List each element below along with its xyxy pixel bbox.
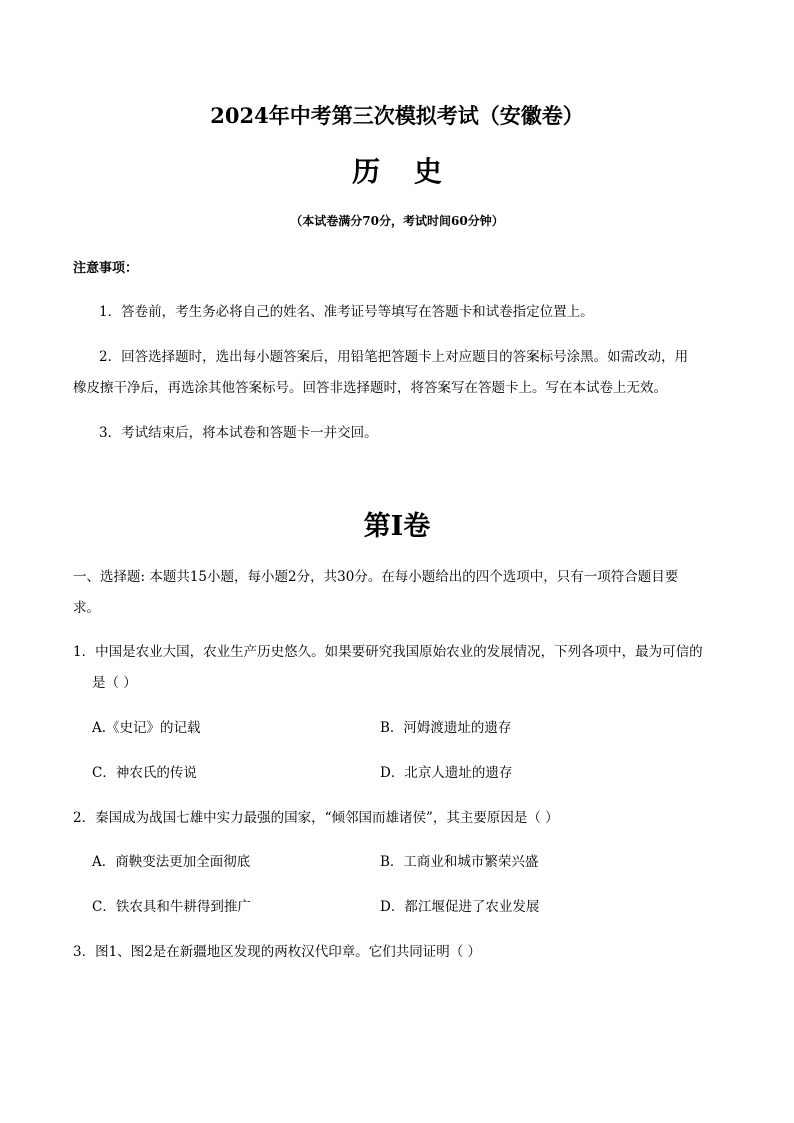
question-2-option-c: C．铁农具和牛耕得到推广 <box>92 899 251 915</box>
part-title: 第I卷 <box>363 511 431 542</box>
notice-item-1: 1．答卷前，考生务必将自己的姓名、准考证号等填写在答题卡和试卷指定位置上。 <box>99 304 594 320</box>
section-instructions: 一、选择题: 本题共15小题，每小题2分，共30分。在每小题给出的四个选项中，只有一项符合题目要 <box>73 569 679 585</box>
question-2-option-b: B．工商业和城市繁荣兴盛 <box>380 854 539 870</box>
question-1-option-d: D．北京人遗址的遗存 <box>380 765 513 781</box>
question-1-option-b: B．河姆渡遗址的遗存 <box>380 720 512 736</box>
question-1-stem-continued: 是（ ） <box>92 675 137 691</box>
subject-title: 历 史 <box>352 155 454 188</box>
question-2-option-d: D．都江堰促进了农业发展 <box>380 899 540 915</box>
question-1-stem: 1．中国是农业大国，农业生产历史悠久。如果要研究我国原始农业的发展情况，下列各项中，最为可信的 <box>73 644 703 660</box>
question-2-stem: 2．秦国成为战国七雄中实力最强的国家，“倾邻国而雄诸侯”，其主要原因是（ ） <box>73 810 559 826</box>
notice-item-2-continued: 橡皮擦干净后，再选涂其他答案标号。回答非选择题时，将答案写在答题卡上。写在本试卷上无效。 <box>73 380 667 396</box>
exam-title: 2024年中考第三次模拟考试（安徽卷） <box>210 103 584 128</box>
section-instructions-continued: 求。 <box>73 600 100 616</box>
notice-item-3: 3．考试结束后，将本试卷和答题卡一并交回。 <box>99 425 378 441</box>
exam-info: （本试卷满分70分，考试时间60分钟） <box>290 214 504 228</box>
question-2-option-a: A．商鞅变法更加全面彻底 <box>92 854 251 870</box>
question-3-stem: 3．图1、图2是在新疆地区发现的两枚汉代印章。它们共同证明（ ） <box>73 944 482 960</box>
notice-item-2: 2．回答选择题时，选出每小题答案后，用铅笔把答题卡上对应题目的答案标号涂黑。如需改动，用 <box>99 349 689 365</box>
question-1-option-a: A.《史记》的记载 <box>92 720 201 736</box>
question-1-option-c: C．神农氏的传说 <box>92 765 197 781</box>
notice-heading: 注意事项： <box>73 261 139 276</box>
